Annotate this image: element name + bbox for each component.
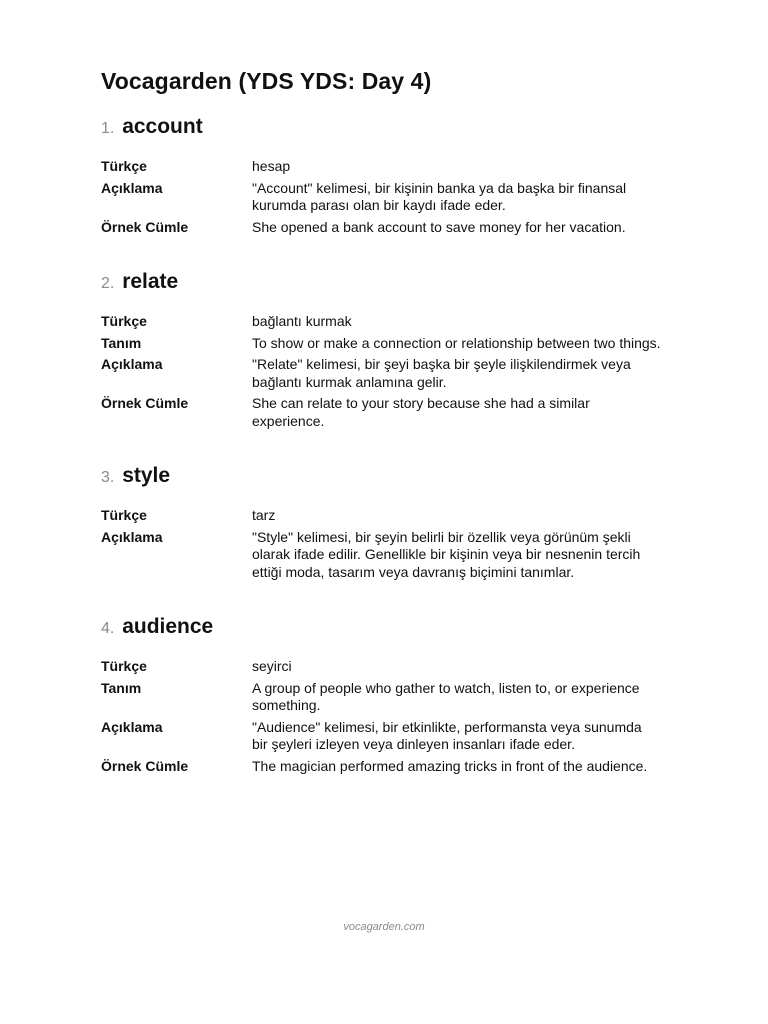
entry-word: relate [122,270,179,293]
row-label: Türkçe [101,158,147,174]
row-label: Tanım [101,679,142,696]
footer-site-link[interactable]: vocagarden.com [343,921,425,933]
row-value: "Relate" kelimesi, bir şeyi başka bir şeyle ilişkilendirmek veya bağlantı kurmak anlamına gelir. [252,356,631,390]
entry-audience [101,610,661,775]
row-value: "Style" kelimesi, bir şeyin belirli bir özellik veya görünüm şekli olarak ifade edilir. Genellikle bir kişinin veya bir nesnenin tercih ettiği moda, tasarım veya davranış biçimini tanımlar. [252,528,641,580]
row-value: seyirci [252,658,292,674]
row-value: hesap [252,158,291,174]
entry-row [101,758,661,776]
entry-row [101,313,661,331]
row-value: bağlantı kurmak [252,313,352,329]
entry-number: 1. [101,120,115,137]
row-value: She opened a bank account to save money for her vacation. [252,218,626,235]
entry-row [101,335,661,353]
entry-row [101,158,661,176]
row-value: tarz [252,507,276,523]
entry-heading [101,610,661,644]
row-value: A group of people who gather to watch, listen to, or experience something. [252,679,640,713]
row-label: Açıklama [101,528,163,545]
entry-row [101,680,661,715]
row-label: Açıklama [101,179,163,196]
row-value: She can relate to your story because she had a similar experience. [252,395,590,429]
entry-heading [101,459,661,493]
row-label: Türkçe [101,507,147,523]
entry-rows [101,658,661,775]
row-label: Türkçe [101,313,147,329]
entry-number: 4. [101,620,115,637]
row-label: Tanım [101,334,142,351]
row-label: Örnek Cümle [101,395,189,411]
entry-number: 3. [101,469,115,486]
entry-heading [101,110,661,144]
entry-row [101,529,661,582]
row-value: "Account" kelimesi, bir kişinin banka ya da başka bir finansal kurumda parası olan bir kaydı ifade eder. [252,179,627,213]
entry-style [101,459,661,581]
entry-word: style [122,464,171,487]
page-title: Vocagarden (YDS YDS: Day 4) [101,68,432,94]
row-label: Açıklama [101,718,163,735]
entry-rows [101,507,661,581]
entry-rows [101,313,661,430]
entry-row [101,507,661,525]
entry-row [101,356,661,391]
row-label: Türkçe [101,658,147,674]
row-label: Örnek Cümle [101,218,189,235]
row-label: Açıklama [101,356,163,372]
entry-account [101,110,661,236]
entry-relate [101,265,661,430]
document-page [101,64,661,779]
row-label: Örnek Cümle [101,757,189,774]
entry-row [101,395,661,430]
entry-rows [101,158,661,236]
entry-row [101,180,661,215]
entry-row [101,719,661,754]
entry-heading [101,265,661,299]
row-value: To show or make a connection or relationship between two things. [252,334,661,351]
row-value: The magician performed amazing tricks in front of the audience. [252,757,648,774]
row-value: "Audience" kelimesi, bir etkinlikte, performansta veya sunumda bir şeyleri izleyen veya dinleyen insanları ifade eder. [252,718,642,752]
entry-row [101,658,661,676]
entry-word: audience [122,615,214,638]
entry-row [101,219,661,237]
entry-number: 2. [101,275,115,292]
entry-word: account [122,115,203,138]
